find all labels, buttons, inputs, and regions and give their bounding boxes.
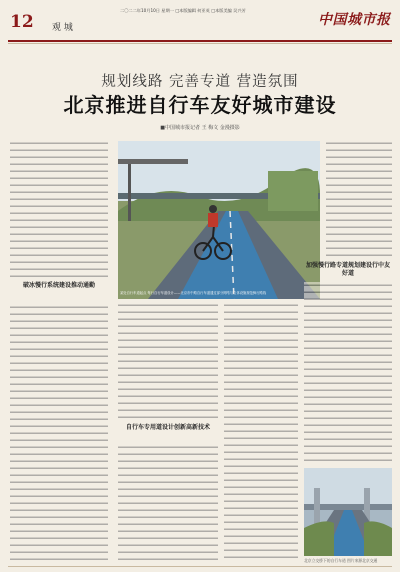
text-column — [224, 302, 298, 560]
text-column — [326, 140, 392, 260]
masthead — [0, 0, 400, 44]
header-rule — [8, 40, 392, 42]
newspaper-logo: 中国城市报 — [318, 12, 391, 28]
header-rule-thin — [8, 43, 392, 44]
text-block — [224, 302, 298, 560]
subhead-2: 自行车专用道设计创新高新技术 — [125, 424, 210, 431]
kicker: 规划线路 完善专道 营造氛围 — [101, 74, 299, 90]
bridge-photo-illustration — [304, 468, 392, 556]
dateline: 二〇二二年10月10日 星期一 □本版编辑 何亚英 □本版美编 吴兴芳 — [120, 8, 246, 13]
subhead-1: 破冰慢行系统建设推动通勤 — [22, 282, 95, 289]
text-block — [118, 444, 218, 560]
byline: ■中国城市报记者 王 梅文 金漫摄影 — [160, 125, 240, 131]
text-block — [10, 304, 108, 560]
text-block — [118, 302, 218, 422]
cyclist-photo — [118, 141, 320, 299]
bridge-bike-lane-photo — [304, 468, 392, 556]
text-column — [10, 304, 108, 560]
section-name: 观 城 — [52, 23, 73, 33]
text-block — [10, 140, 108, 280]
text-column — [304, 282, 392, 464]
text-column — [10, 140, 108, 280]
text-column — [118, 444, 218, 560]
photo-caption: 某处自行车道起点 每行自行车道设计——北京市中路自行车道通过部分网络与立体设施规范骑行路线 — [120, 291, 267, 295]
headline: 北京推进自行车友好城市建设 — [63, 93, 337, 117]
page-number: 12 — [10, 12, 34, 32]
cyclist-photo-illustration — [118, 141, 320, 299]
photo-caption: 北京立交桥下的自行车道 图片来源北京交通 — [304, 558, 378, 563]
footer-rule — [8, 566, 392, 567]
text-block — [326, 140, 392, 260]
text-column — [118, 302, 218, 422]
subhead-3: 加强慢行路专道规划建设行中友好道 — [305, 262, 390, 277]
text-block — [304, 282, 392, 464]
